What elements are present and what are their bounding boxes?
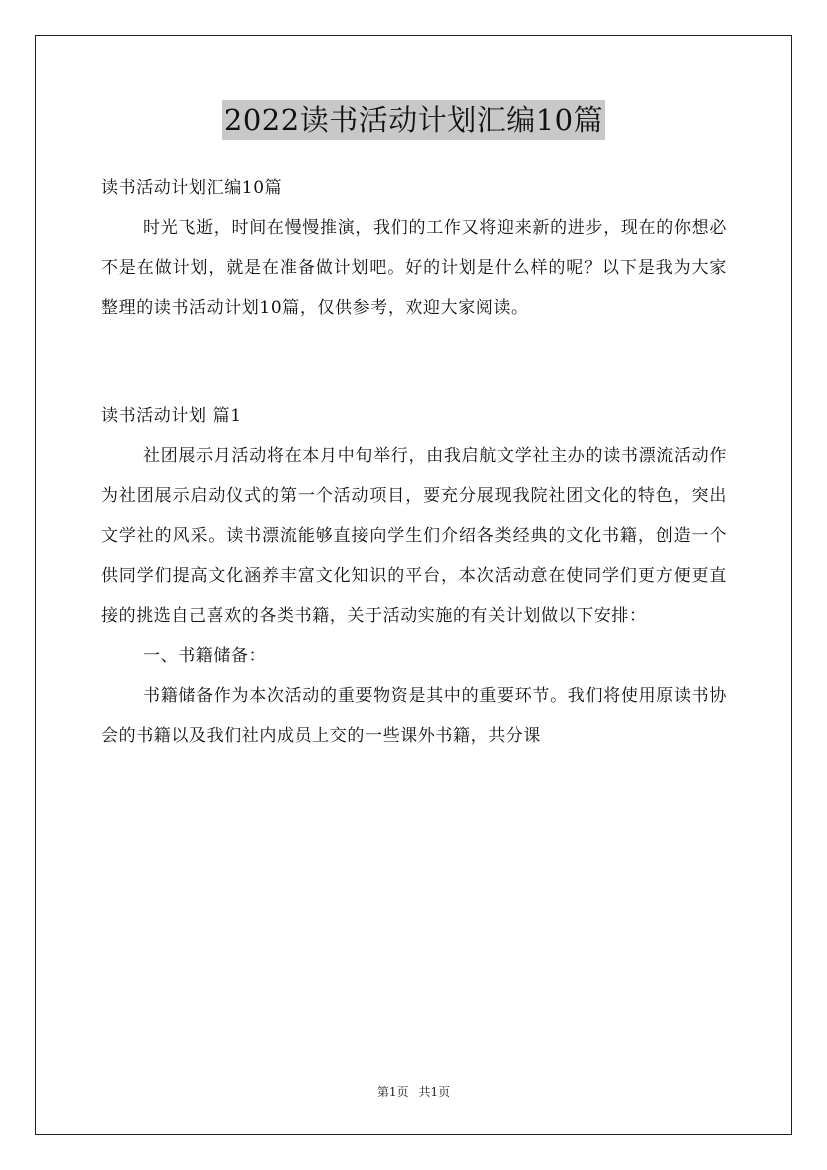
title-container <box>0 100 827 140</box>
section-heading: 读书活动计划 篇1 <box>101 406 242 426</box>
page-total: 共1页 <box>418 1085 451 1099</box>
page-number: 第1页 <box>376 1085 409 1099</box>
subsection-heading: 一、书籍储备： <box>143 646 267 666</box>
document-title: 2022读书活动计划汇编10篇 <box>222 100 605 140</box>
paragraph-body: 书籍储备作为本次活动的重要物资是其中的重要环节。我们将使用原读书协会的书籍以及我们社内成员上交的一些课外书籍，共分课 <box>101 686 727 746</box>
page-footer <box>0 1083 827 1100</box>
paragraph-body: 社团展示月活动将在本月中旬举行，由我启航文学社主办的读书漂流活动作为社团展示启动仪式的第一个活动项目，要充分展现我院社团文化的特色，突出文学社的风采。读书漂流能够直接向学生们介绍各类经典的文化书籍，创造一个供同学们提高文化涵养丰富文化知识的平台，本次活动意在使同学们更方便更直接的挑选自己喜欢的各类书籍，关于活动实施的有关计划做以下安排： <box>101 446 727 626</box>
document-body <box>101 168 727 756</box>
paragraph-subtitle: 读书活动计划汇编10篇 <box>101 178 283 198</box>
paragraph-intro: 时光飞逝，时间在慢慢推演，我们的工作又将迎来新的进步，现在的你想必不是在做计划，就是在准备做计划吧。好的计划是什么样的呢？以下是我为大家整理的读书活动计划10篇，仅供参考，欢迎大家阅读。 <box>101 218 727 318</box>
